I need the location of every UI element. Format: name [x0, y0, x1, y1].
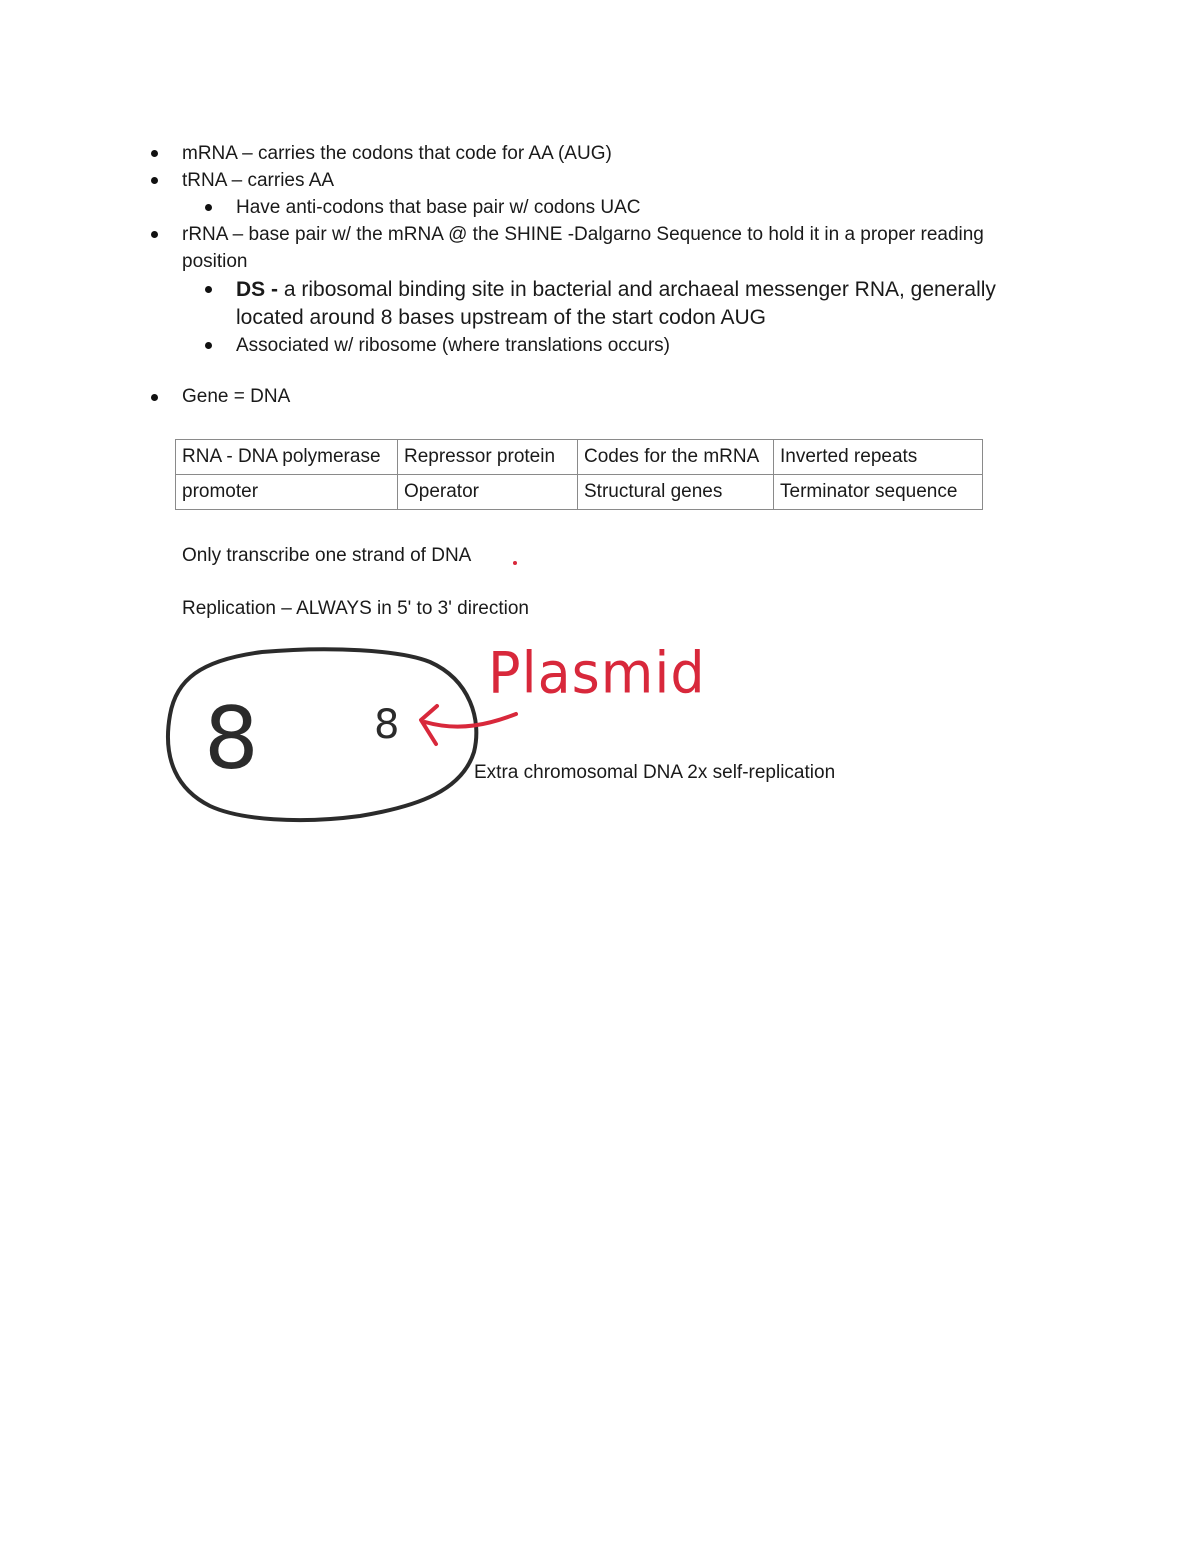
plasmid-label: Plasmid: [488, 640, 706, 707]
red-dot: [513, 561, 517, 565]
arrow-icon: [421, 706, 516, 744]
plasmid-caption: Extra chromosomal DNA 2x self-replication: [474, 762, 836, 783]
note-gene: Gene = DNA: [182, 386, 291, 407]
note-trna: tRNA – carries AA: [182, 170, 335, 191]
note-ribosome: Associated w/ ribosome (where translations occurs): [236, 335, 671, 356]
table-cell: promoter: [176, 475, 398, 510]
note-rrna-line2: position: [182, 251, 248, 272]
table-cell: Operator: [398, 475, 578, 510]
plasmid-digit: 8: [374, 702, 400, 748]
table-cell: Codes for the mRNA: [578, 440, 774, 475]
note-rrna-line1: rRNA – base pair w/ the mRNA @ the SHINE -Dalgarno Sequence to hold it in a proper reading: [182, 224, 984, 245]
note-ds-line2: located around 8 bases upstream of the start codon AUG: [236, 306, 766, 329]
transcribe-note: Only transcribe one strand of DNA: [182, 545, 472, 566]
note-mrna: mRNA – carries the codons that code for AA (AUG): [182, 143, 612, 164]
ds-term: DS -: [236, 278, 278, 301]
table-cell: Inverted repeats: [774, 440, 983, 475]
table-cell: Structural genes: [578, 475, 774, 510]
table-cell: Terminator sequence: [774, 475, 983, 510]
chromosome-digit: 8: [204, 689, 259, 789]
replication-note: Replication – ALWAYS in 5' to 3' direction: [182, 598, 529, 619]
table-cell: RNA - DNA polymerase: [176, 440, 398, 475]
table-cell: Repressor protein: [398, 440, 578, 475]
ds-definition: a ribosomal binding site in bacterial and archaeal messenger RNA, generally: [283, 278, 996, 301]
note-trna-anticodons: Have anti-codons that base pair w/ codons UAC: [236, 197, 641, 218]
